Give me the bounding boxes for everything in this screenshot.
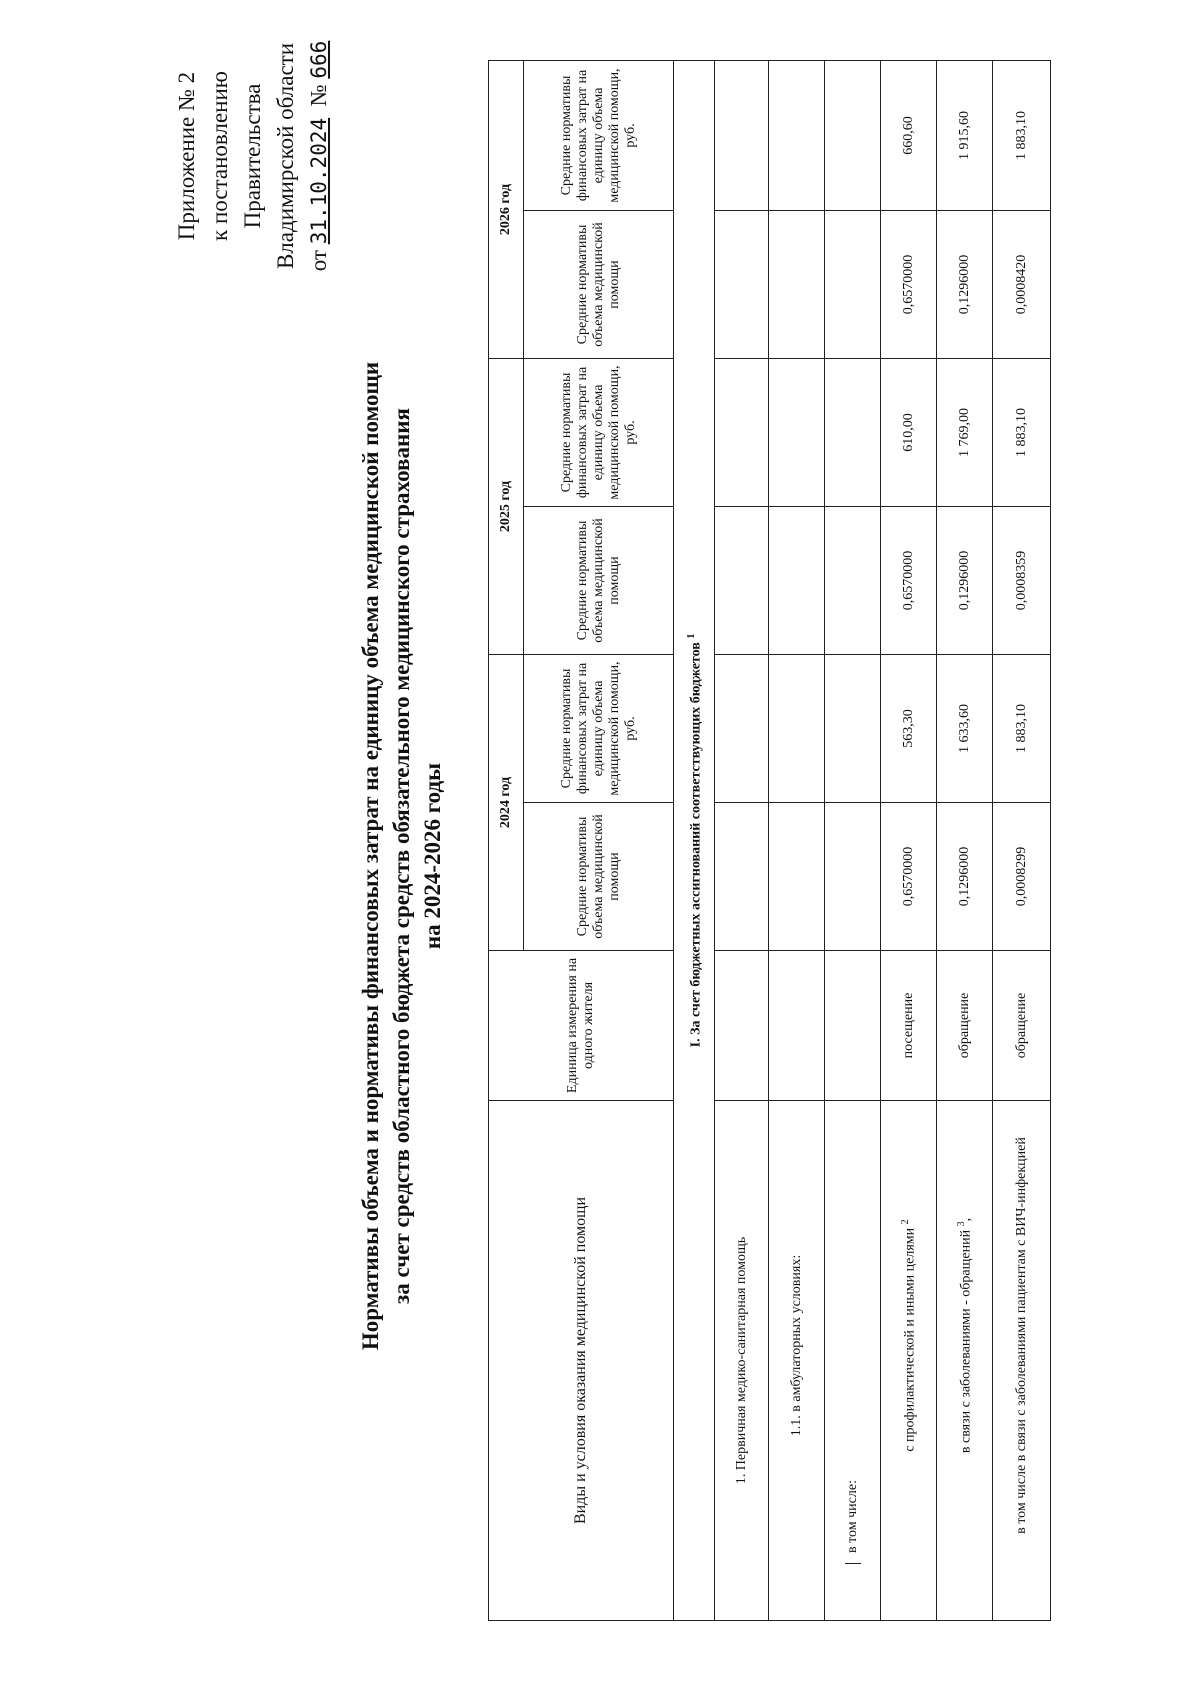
title-line-2: за счет средств областного бюджета средств обязательного медицинского страхования bbox=[389, 408, 414, 1304]
appendix-line-1: Приложение № 2 bbox=[174, 71, 199, 241]
header-volume-2024: Средние нормативы объема медицинской помощи bbox=[524, 803, 674, 951]
header-cost-2026: Средние нормативы финансовых затрат на единицу объема медицинской помощи, руб. bbox=[524, 61, 674, 211]
volume-2025: 0,1296000 bbox=[937, 507, 993, 655]
header-cost-2025: Средние нормативы финансовых затрат на единицу объема медицинской помощи, руб. bbox=[524, 359, 674, 507]
header-volume-2026: Средние нормативы объема медицинской помощи bbox=[524, 211, 674, 359]
row-label: в связи с заболеваниями - обращений $^3$, bbox=[937, 1101, 993, 1621]
title-line-3: на 2024-2026 годы bbox=[420, 762, 445, 950]
volume-2024: 0,6570000 bbox=[881, 803, 937, 951]
header-year-2025: 2025 год bbox=[489, 359, 524, 655]
volume-2025: 0,0008359 bbox=[993, 507, 1051, 655]
cost-2025: 1 769,00 bbox=[937, 359, 993, 507]
header-volume-2025: Средние нормативы объема медицинской помощи bbox=[524, 507, 674, 655]
header-cost-2024: Средние нормативы финансовых затрат на единицу объема медицинской помощи, руб. bbox=[524, 655, 674, 803]
cost-2024: 1 883,10 bbox=[993, 655, 1051, 803]
volume-2024: 0,1296000 bbox=[937, 803, 993, 951]
table-row bbox=[937, 61, 993, 1621]
table-row bbox=[825, 61, 881, 1621]
volume-2026: 0,6570000 bbox=[881, 211, 937, 359]
cost-2026: 1 915,60 bbox=[937, 61, 993, 211]
table-row bbox=[715, 61, 769, 1621]
unit-cell: посещение bbox=[881, 951, 937, 1101]
from-label: от bbox=[306, 250, 331, 272]
norms-table bbox=[488, 60, 1051, 1621]
appendix-block bbox=[170, 6, 336, 306]
document-title bbox=[355, 56, 448, 1656]
row-footnote: 3 bbox=[956, 1221, 968, 1227]
table-row bbox=[993, 61, 1051, 1621]
table-row bbox=[881, 61, 937, 1621]
volume-2026: 0,0008420 bbox=[993, 211, 1051, 359]
section-title: I. За счет бюджетных ассигнований соответствующих бюджетов $^1$ bbox=[674, 61, 715, 1621]
cost-2024: 1 633,60 bbox=[937, 655, 993, 803]
row-label: 1. Первичная медико-санитарная помощь bbox=[715, 1101, 769, 1621]
header-kind: Виды и условия оказания медицинской помощи bbox=[489, 1101, 674, 1621]
volume-2024: 0,0008299 bbox=[993, 803, 1051, 951]
decree-number: 666 bbox=[307, 40, 331, 79]
header-year-2026: 2026 год bbox=[489, 61, 524, 359]
cost-2026: 660,60 bbox=[881, 61, 937, 211]
decree-date: 31.10.2024 bbox=[307, 117, 331, 245]
table-row bbox=[769, 61, 825, 1621]
row-label: в том числе в связи с заболеваниями пациентам с ВИЧ-инфекцией bbox=[993, 1101, 1051, 1621]
number-label: № bbox=[306, 84, 331, 107]
cost-2025: 1 883,10 bbox=[993, 359, 1051, 507]
row-footnote: 2 bbox=[900, 1219, 912, 1225]
appendix-line-2: к постановлению Правительства bbox=[207, 71, 265, 241]
row-label: 1.1. в амбулаторных условиях: bbox=[769, 1101, 825, 1621]
cost-2025: 610,00 bbox=[881, 359, 937, 507]
appendix-line-3: Владимирской области bbox=[273, 42, 298, 270]
unit-cell: обращение bbox=[993, 951, 1051, 1101]
appendix-date-line bbox=[302, 6, 336, 306]
cost-2026: 1 883,10 bbox=[993, 61, 1051, 211]
volume-2025: 0,6570000 bbox=[881, 507, 937, 655]
header-year-2024: 2024 год bbox=[489, 655, 524, 951]
header-row-years bbox=[489, 61, 524, 1621]
row-label: с профилактической и иными целями $^2$ bbox=[881, 1101, 937, 1621]
section-row bbox=[674, 61, 715, 1621]
title-line-1: Нормативы объема и нормативы финансовых затрат на единицу объема медицинской помощи bbox=[358, 361, 383, 1351]
unit-cell: обращение bbox=[937, 951, 993, 1101]
header-unit: Единица измерения на одного жителя bbox=[489, 951, 674, 1101]
section-footnote: 1 bbox=[685, 633, 697, 639]
volume-2026: 0,1296000 bbox=[937, 211, 993, 359]
row-label: в том числе: bbox=[845, 1101, 861, 1564]
cost-2024: 563,30 bbox=[881, 655, 937, 803]
